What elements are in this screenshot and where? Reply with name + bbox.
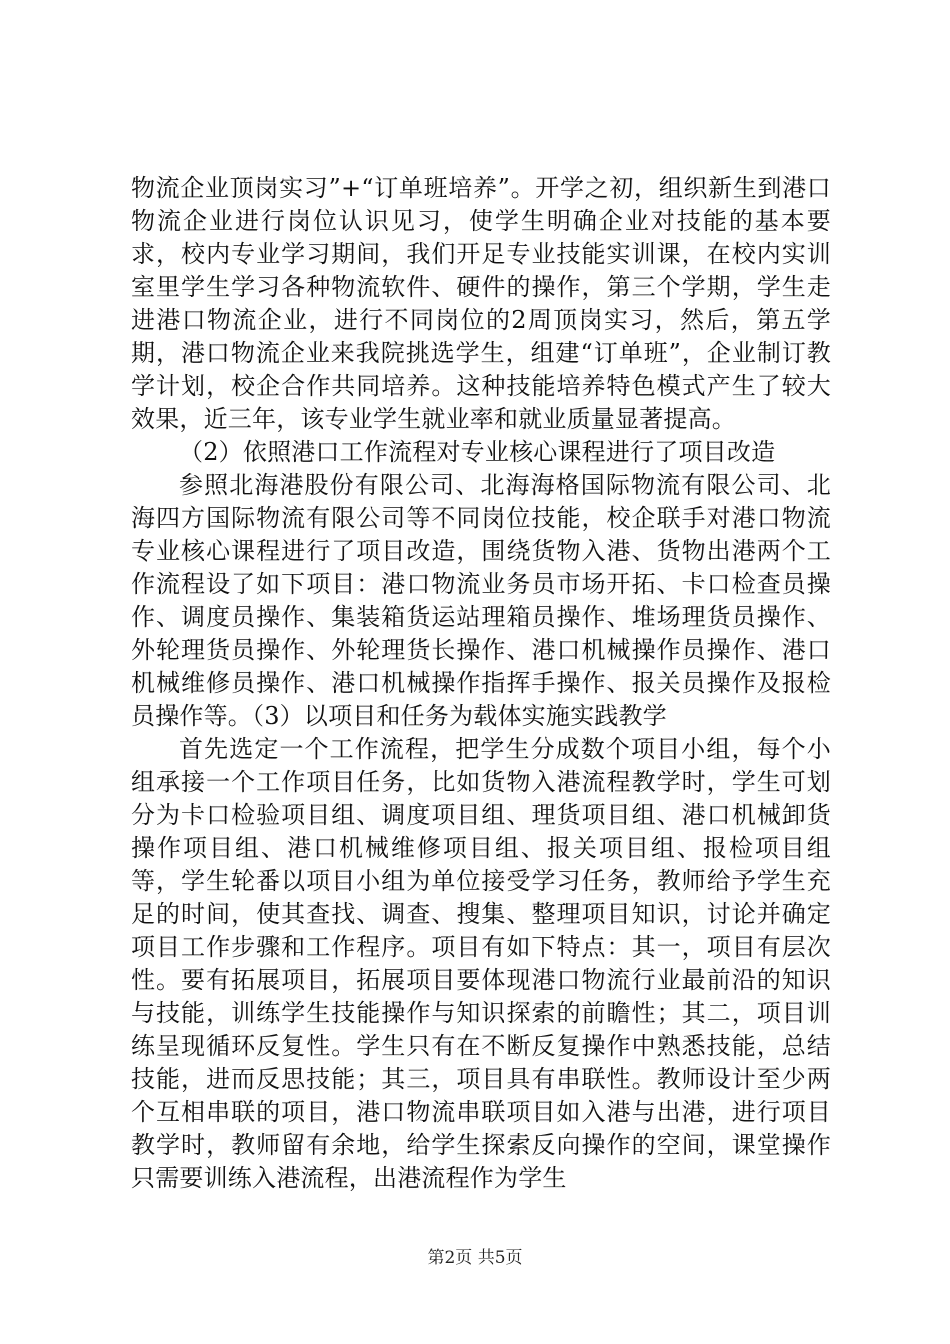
page-number-footer: 第2页 共5页 bbox=[427, 1248, 523, 1268]
section-heading-project-reform: （2）依照港口工作流程对专业核心课程进行了项目改造 bbox=[179, 438, 776, 466]
paragraph-continuation: 物流企业顶岗实习”+“订单班培养”。开学之初，组织新生到港口物流企业进行岗位认识见习，使学生明确企业对技能的基本要求，校内专业学习期间，我们开足专业技能实训课，在校内实训室里学生学习各种物流软件、硬件的操作，第三个学期，学生走进港口物流企业，进行不同岗位的2周顶岗实习，然后，第五学期，港口物流企业来我院挑选学生，组建“订单班”，企业制订教学计划，校企合作共同培养。这种技能培养特色模式产生了较大效果，近三年，该专业学生就业率和就业质量显著提高。 bbox=[131, 174, 831, 433]
paragraph-project-teaching: 首先选定一个工作流程，把学生分成数个项目小组，每个小组承接一个工作项目任务，比如货物入港流程教学时，学生可划分为卡口检验项目组、调度项目组、理货项目组、港口机械卸货操作项目组、港口机械维修项目组、报关项目组、报检项目组等，学生轮番以项目小组为单位接受学习任务，教师给予学生充足的时间，使其查找、调查、搜集、整理项目知识，讨论并确定项目工作步骤和工作程序。项目有如下特点：其一，项目有层次性。要有拓展项目，拓展项目要体现港口物流行业最前沿的知识与技能，训练学生技能操作与知识探索的前瞻性；其二，项目训练呈现循环反复性。学生只有在不断反复操作中熟悉技能，总结技能，进而反思技能；其三，项目具有串联性。教师设计至少两个互相串联的项目，港口物流串联项目如入港与出港，进行项目教学时，教师留有余地，给学生探索反向操作的空间，课堂操作只需要训练入港流程，出港流程作为学生 bbox=[131, 735, 831, 1192]
document-body bbox=[131, 172, 831, 1195]
paragraph-project-list: 参照北海港股份有限公司、北海海格国际物流有限公司、北海四方国际物流有限公司等不同岗位技能，校企联手对港口物流专业核心课程进行了项目改造，围绕货物入港、货物出港两个工作流程设了如下项目：港口物流业务员市场开拓、卡口检查员操作、调度员操作、集装箱货运站理箱员操作、堆场理货员操作、外轮理货员操作、外轮理货长操作、港口机械操作员操作、港口机械维修员操作、港口机械操作指挥手操作、报关员操作及报检员操作等。（3）以项目和任务为载体实施实践教学 bbox=[131, 471, 831, 730]
